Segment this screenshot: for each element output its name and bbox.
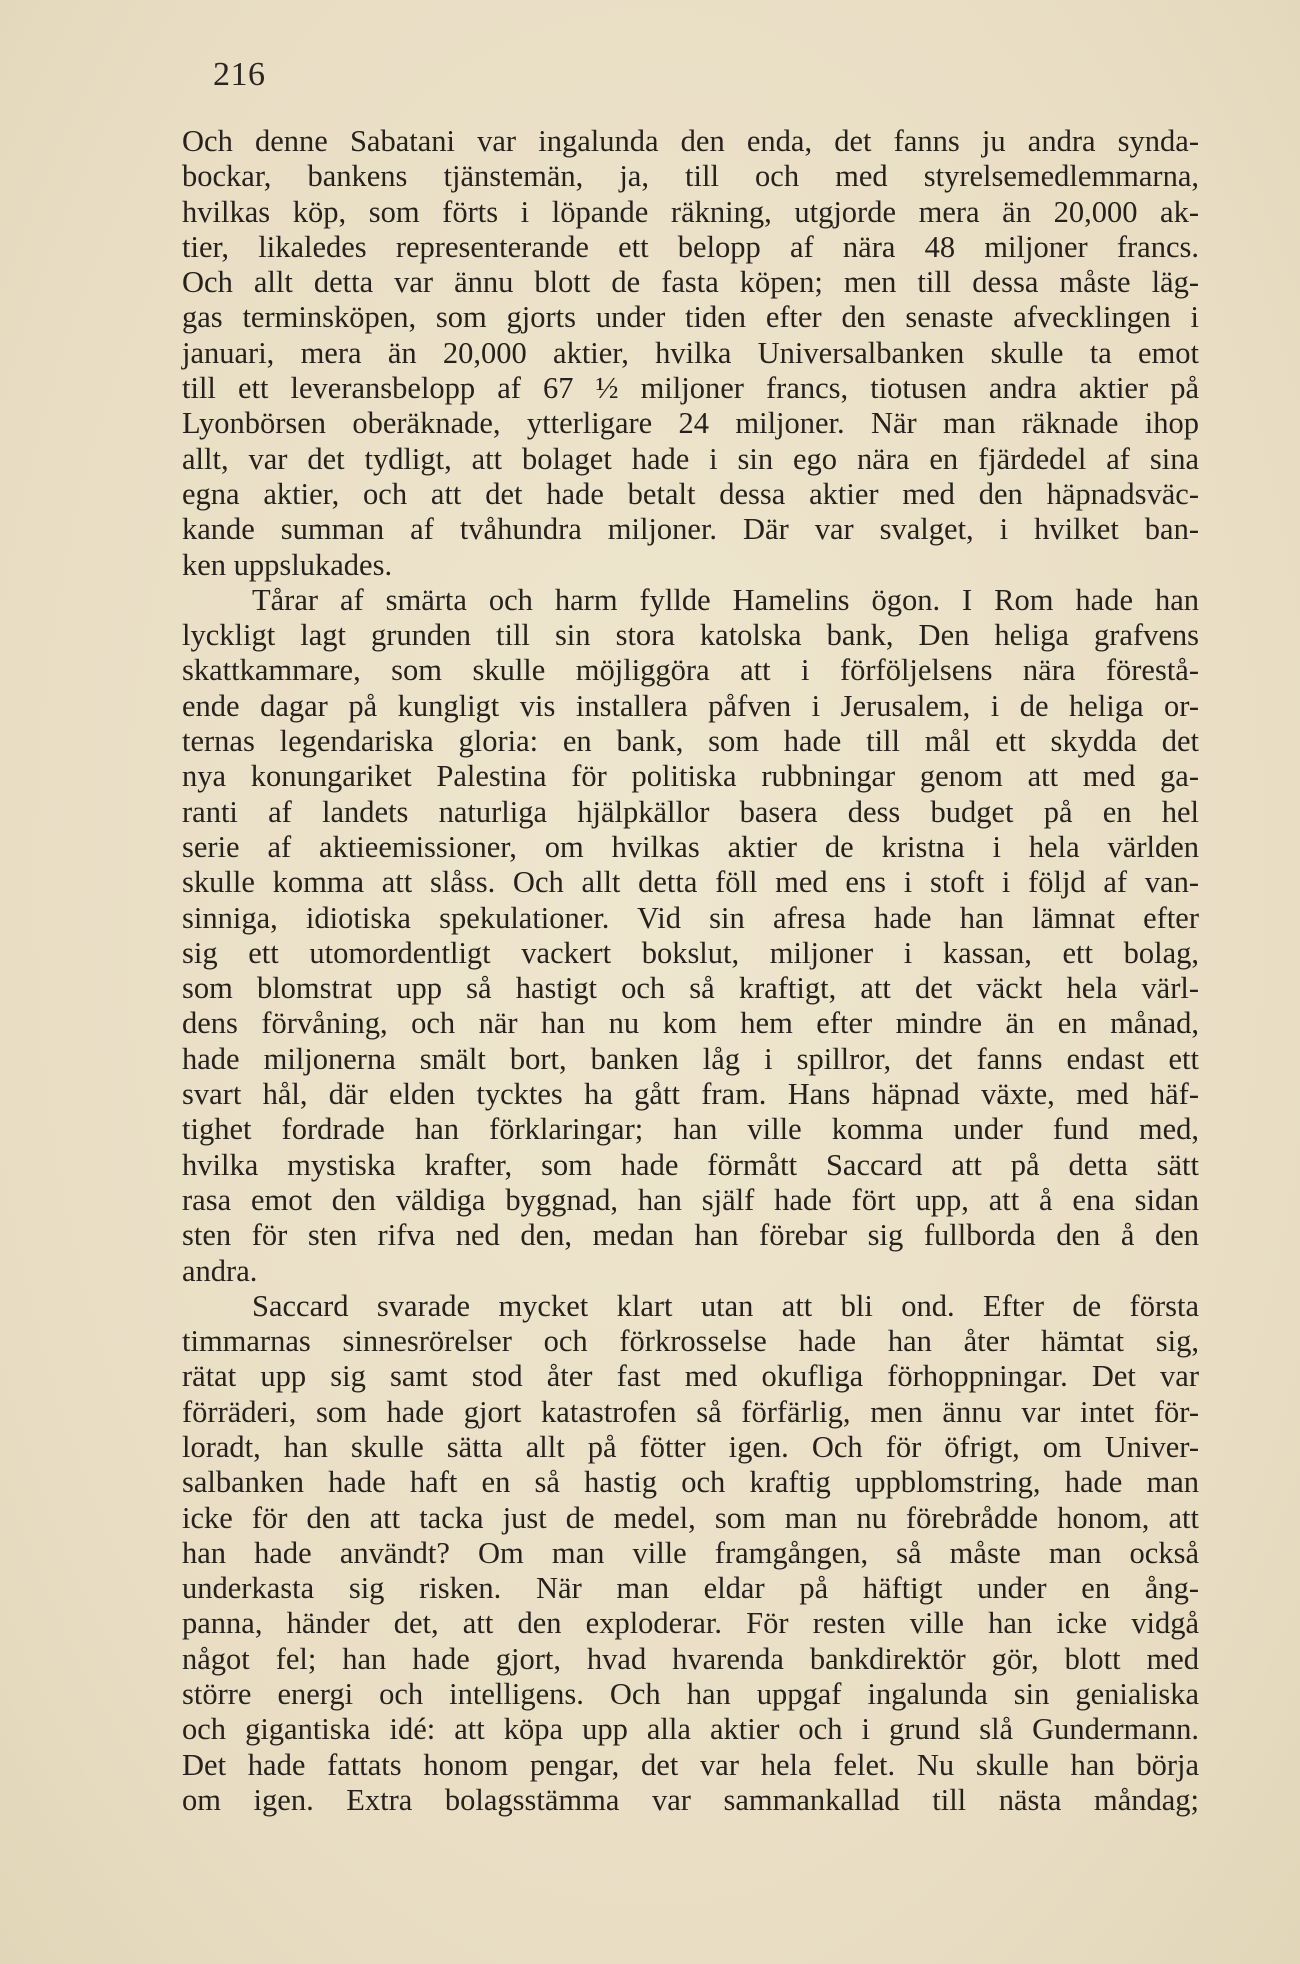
text-line: skattkammare, som skulle möjliggöra att i förföljelsens nära förestå- <box>182 653 1199 688</box>
text-line: Lyonbörsen oberäknade, ytterligare 24 miljoner. När man räknade ihop <box>182 406 1199 441</box>
text-line: bockar, bankens tjänstemän, ja, till och med styrelsemedlemmarna, <box>182 159 1199 194</box>
text-line: han hade användt? Om man ville framgången, så måste man också <box>182 1535 1199 1570</box>
text-line: Och denne Sabatani var ingalunda den enda, det fanns ju andra synda- <box>182 124 1199 158</box>
text-line: rasa emot den väldiga byggnad, han själf hade fört upp, att å ena sidan <box>182 1182 1199 1217</box>
text-line: underkasta sig risken. När man eldar på häftigt under en ång- <box>182 1571 1199 1606</box>
text-line: ranti af landets naturliga hjälpkällor basera dess budget på en hel <box>182 794 1199 829</box>
text-line: hvilka mystiska krafter, som hade förmått Saccard att på detta sätt <box>182 1147 1199 1182</box>
text-line: dens förvåning, och när han nu kom hem efter mindre än en månad, <box>182 1006 1199 1041</box>
text-line: gas terminsköpen, som gjorts under tiden efter den senaste afvecklingen i <box>182 300 1199 335</box>
text-line: Tårar af smärta och harm fyllde Hamelins ögon. I Rom hade han <box>252 582 1199 617</box>
text-line: lyckligt lagt grunden till sin stora katolska bank, Den heliga grafvens <box>182 618 1199 653</box>
text-line: salbanken hade haft en så hastig och kraftig uppblomstring, hade man <box>182 1465 1199 1500</box>
text-line: allt, var det tydligt, att bolaget hade i sin ego nära en fjärdedel af sina <box>182 441 1199 476</box>
text-line: nya konungariket Palestina för politiska rubbningar genom att med ga- <box>182 759 1199 794</box>
text-line: sten för sten rifva ned den, medan han förebar sig fullborda den å den <box>182 1218 1199 1253</box>
text-line: Och allt detta var ännu blott de fasta köpen; men till dessa måste läg- <box>182 265 1199 300</box>
text-line: ternas legendariska gloria: en bank, som hade till mål ett skydda det <box>182 724 1199 759</box>
text-line: förräderi, som hade gjort katastrofen så förfärlig, men ännu var intet för- <box>182 1394 1199 1429</box>
page-number: 216 <box>213 56 266 93</box>
text-line: tier, likaledes representerande ett belopp af nära 48 miljoner francs. <box>182 229 1199 264</box>
text-line: panna, händer det, att den exploderar. För resten ville han icke vidgå <box>182 1606 1199 1641</box>
text-line: om igen. Extra bolagsstämma var sammankallad till nästa måndag; <box>182 1782 1199 1817</box>
body-text <box>182 124 1199 1818</box>
text-line: serie af aktieemissioner, om hvilkas aktier de kristna i hela världen <box>182 829 1199 864</box>
text-line: något fel; han hade gjort, hvad hvarenda bankdirektör gör, blott med <box>182 1641 1199 1676</box>
text-line: loradt, han skulle sätta allt på fötter igen. Och för öfrigt, om Univer- <box>182 1429 1199 1464</box>
text-line: ken uppslukades. <box>182 547 393 582</box>
text-line: Saccard svarade mycket klart utan att bli ond. Efter de första <box>252 1288 1199 1323</box>
text-line: andra. <box>182 1253 258 1288</box>
text-line: ende dagar på kungligt vis installera påfven i Jerusalem, i de heliga or- <box>182 688 1199 723</box>
text-line: Det hade fattats honom pengar, det var hela felet. Nu skulle han börja <box>182 1747 1199 1782</box>
text-line: januari, mera än 20,000 aktier, hvilka Universalbanken skulle ta emot <box>182 335 1199 370</box>
text-line: rätat upp sig samt stod åter fast med okufliga förhoppningar. Det var <box>182 1359 1199 1394</box>
text-line: till ett leveransbelopp af 67 ½ miljoner francs, tiotusen andra aktier på <box>182 371 1199 406</box>
text-line: kande summan af tvåhundra miljoner. Där var svalget, i hvilket ban- <box>182 512 1199 547</box>
text-line: egna aktier, och att det hade betalt dessa aktier med den häpnadsväc- <box>182 476 1199 511</box>
text-line: hvilkas köp, som förts i löpande räkning, utgjorde mera än 20,000 ak- <box>182 194 1199 229</box>
text-line: skulle komma att slåss. Och allt detta föll med ens i stoft i följd af van- <box>182 865 1199 900</box>
text-line: tighet fordrade han förklaringar; han ville komma under fund med, <box>182 1112 1199 1147</box>
text-line: icke för den att tacka just de medel, som man nu förebrådde honom, att <box>182 1500 1199 1535</box>
text-line: större energi och intelligens. Och han uppgaf ingalunda sin genialiska <box>182 1677 1199 1712</box>
text-line: som blomstrat upp så hastigt och så kraftigt, att det väckt hela värl- <box>182 971 1199 1006</box>
text-line: svart hål, där elden tycktes ha gått fram. Hans häpnad växte, med häf- <box>182 1077 1199 1112</box>
text-line: timmarnas sinnesrörelser och förkrosselse hade han åter hämtat sig, <box>182 1324 1199 1359</box>
text-line: och gigantiska idé: att köpa upp alla aktier och i grund slå Gundermann. <box>182 1712 1199 1747</box>
text-line: sinniga, idiotiska spekulationer. Vid sin afresa hade han lämnat efter <box>182 900 1199 935</box>
text-line: hade miljonerna smält bort, banken låg i spillror, det fanns endast ett <box>182 1041 1199 1076</box>
text-line: sig ett utomordentligt vackert bokslut, miljoner i kassan, ett bolag, <box>182 935 1199 970</box>
